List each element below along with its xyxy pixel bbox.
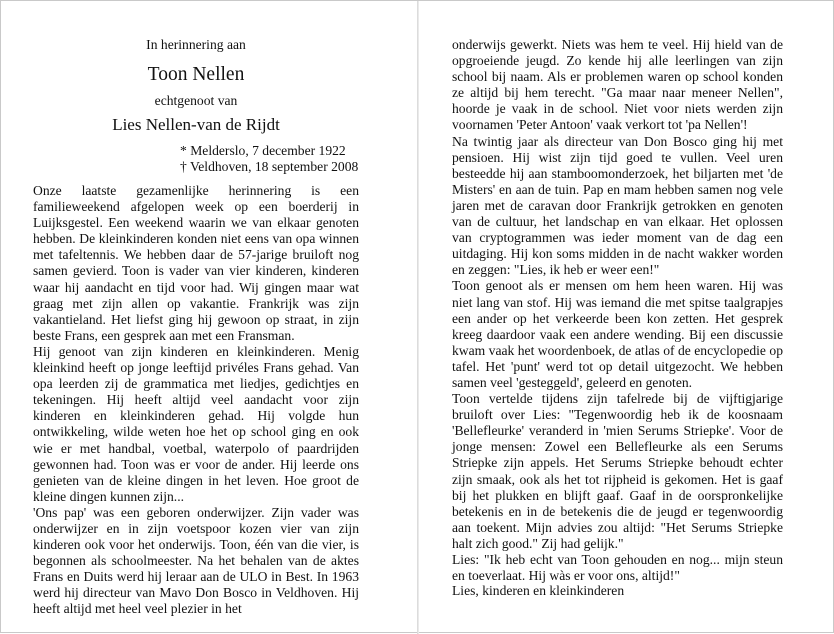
death-date: † Veldhoven, 18 september 2008	[180, 159, 359, 174]
spouse-name: Lies Nellen-van de Rijdt	[112, 115, 280, 134]
birth-date: * Melderslo, 7 december 1922	[180, 143, 346, 158]
paragraph: Onze laatste gezamenlijke herinnering is een familieweekend afgelopen week op een boerderij in Luijksgestel. Een weekend waarin we van elkaar genoten hebben. De kleinkinderen konden niet eens van opa winnen met tafeltennis. We hebben daar de 57-jarige bruiloft nog samen gevierd. Toon is vader van vier kinderen, kinderen waar hij aandacht en tijd voor had. Wij gingen maar wat graag met zijn allen op vakantie. Frankrijk was zijn vakantieland. Het liefst ging hij gewoon op straat, in zijn beste Frans, een gesprek aan met een Fransman.	[33, 183, 359, 343]
paragraph: Lies: "Ik heb echt van Toon gehouden en nog... mijn steun en toeverlaat. Hij wàs er voor ons, altijd!"	[452, 552, 783, 584]
deceased-name: Toon Nellen	[147, 64, 245, 85]
relation-text: echtgenoot van	[154, 93, 238, 108]
signature: Lies, kinderen en kleinkinderen	[452, 583, 625, 598]
paragraph: 'Ons pap' was een geboren onderwijzer. Zijn vader was onderwijzer en in zijn voetspoor kozen vier van zijn kinderen ook voor het onderwijs. Toon, één van die vier, is begonnen als schoolmeester. Na het behalen van de aktes Frans en Duits werd hij leraar aan de ULO in Best. In 1963 werd hij directeur van Mavo Don Bosco in Veldhoven. Hij heeft altijd met heel veel plezier in het	[33, 504, 359, 617]
paragraph: Toon genoot als er mensen om hem heen waren. Hij was niet lang van stof. Hij was iemand die met spitse taalgrapjes een ander op het verkeerde been kon zetten. Het gesprek kreeg daardoor vaak een andere wending. Bij een discussie kwam vaak het woordenboek, de atlas of de encyclopedie op tafel. Het 'punt' werd tot op detail uitgezocht. We hebben samen veel 'gesteggeld', geleerd en genoten.	[452, 278, 783, 390]
intro-text: In herinnering aan	[146, 37, 246, 52]
paragraph: Na twintig jaar als directeur van Don Bosco ging hij met pensioen. Hij wist zijn tijd goed te vullen. Veel uren besteedde hij aan stamboomonderzoek, het biljarten met 'de Misters' en aan de tuin. Pap en mam hebben samen nog vele jaren met de caravan door Frankrijk getrokken en genoten van de cultuur, het landschap en van elkaar. Het oplossen van cryptogrammen was ieder moment van de dag een uitdaging. Hij kon soms midden in de nacht wakker worden en zeggen: "Lies, ik heb er weer een!"	[452, 133, 783, 278]
right-body	[452, 37, 783, 584]
paragraph: onderwijs gewerkt. Niets was hem te veel. Hij hield van de opgroeiende jeugd. Zo kende hij alle leerlingen van zijn school bij naam. Als er problemen waren op school konden ze altijd bij hem terecht. "Ga maar naar meneer Nellen", hoorde je vaak in de school. Niet voor niets werden zijn voornamen 'Peter Antoon' vaak verkort tot 'pa Nellen'!	[452, 37, 783, 133]
paragraph: Hij genoot van zijn kinderen en kleinkinderen. Menig kleinkind heeft op jonge leeftijd privéles Frans gehad. Van opa leerden zij de grammatica met liedjes, gedichtjes en tekeningen. Hij heeft altijd veel aandacht voor zijn kinderen en kleinkinderen gehad. Hij volgde hun ontwikkeling, wilde weten hoe het op school ging en ook wie er met handbal, voetbal, waterpolo of paardrijden gewonnen had. Toon was er voor de ander. Hij leerde ons genieten van de kleine dingen in het leven. Hoe groot de kleine dingen kunnen zijn...	[33, 343, 359, 504]
paragraph: Toon vertelde tijdens zijn tafelrede bij de vijftigjarige bruiloft over Lies: "Tegenwoordig heb ik de koosnaam 'Bellefleurke' veranderd in 'mien Serums Striepke'. Voor de jonge mensen: Zowel een Bellefleurke als een Serums Striepke zijn appels. Het Serums Striepke behoudt echter zijn smaak, ook als het tot rijpheid is gekomen. Het is gaaf bij het plukken en blijft gaaf. Gaaf in de oorspronkelijke betekenis en in de betekenis die de jeugd er tegenwoordig aan toekent. Mijn advies zou altijd: "Het Serums Striepke halt zich good." Zij had gelijk."	[452, 391, 783, 551]
page-fold	[417, 1, 419, 634]
left-body	[33, 183, 359, 618]
